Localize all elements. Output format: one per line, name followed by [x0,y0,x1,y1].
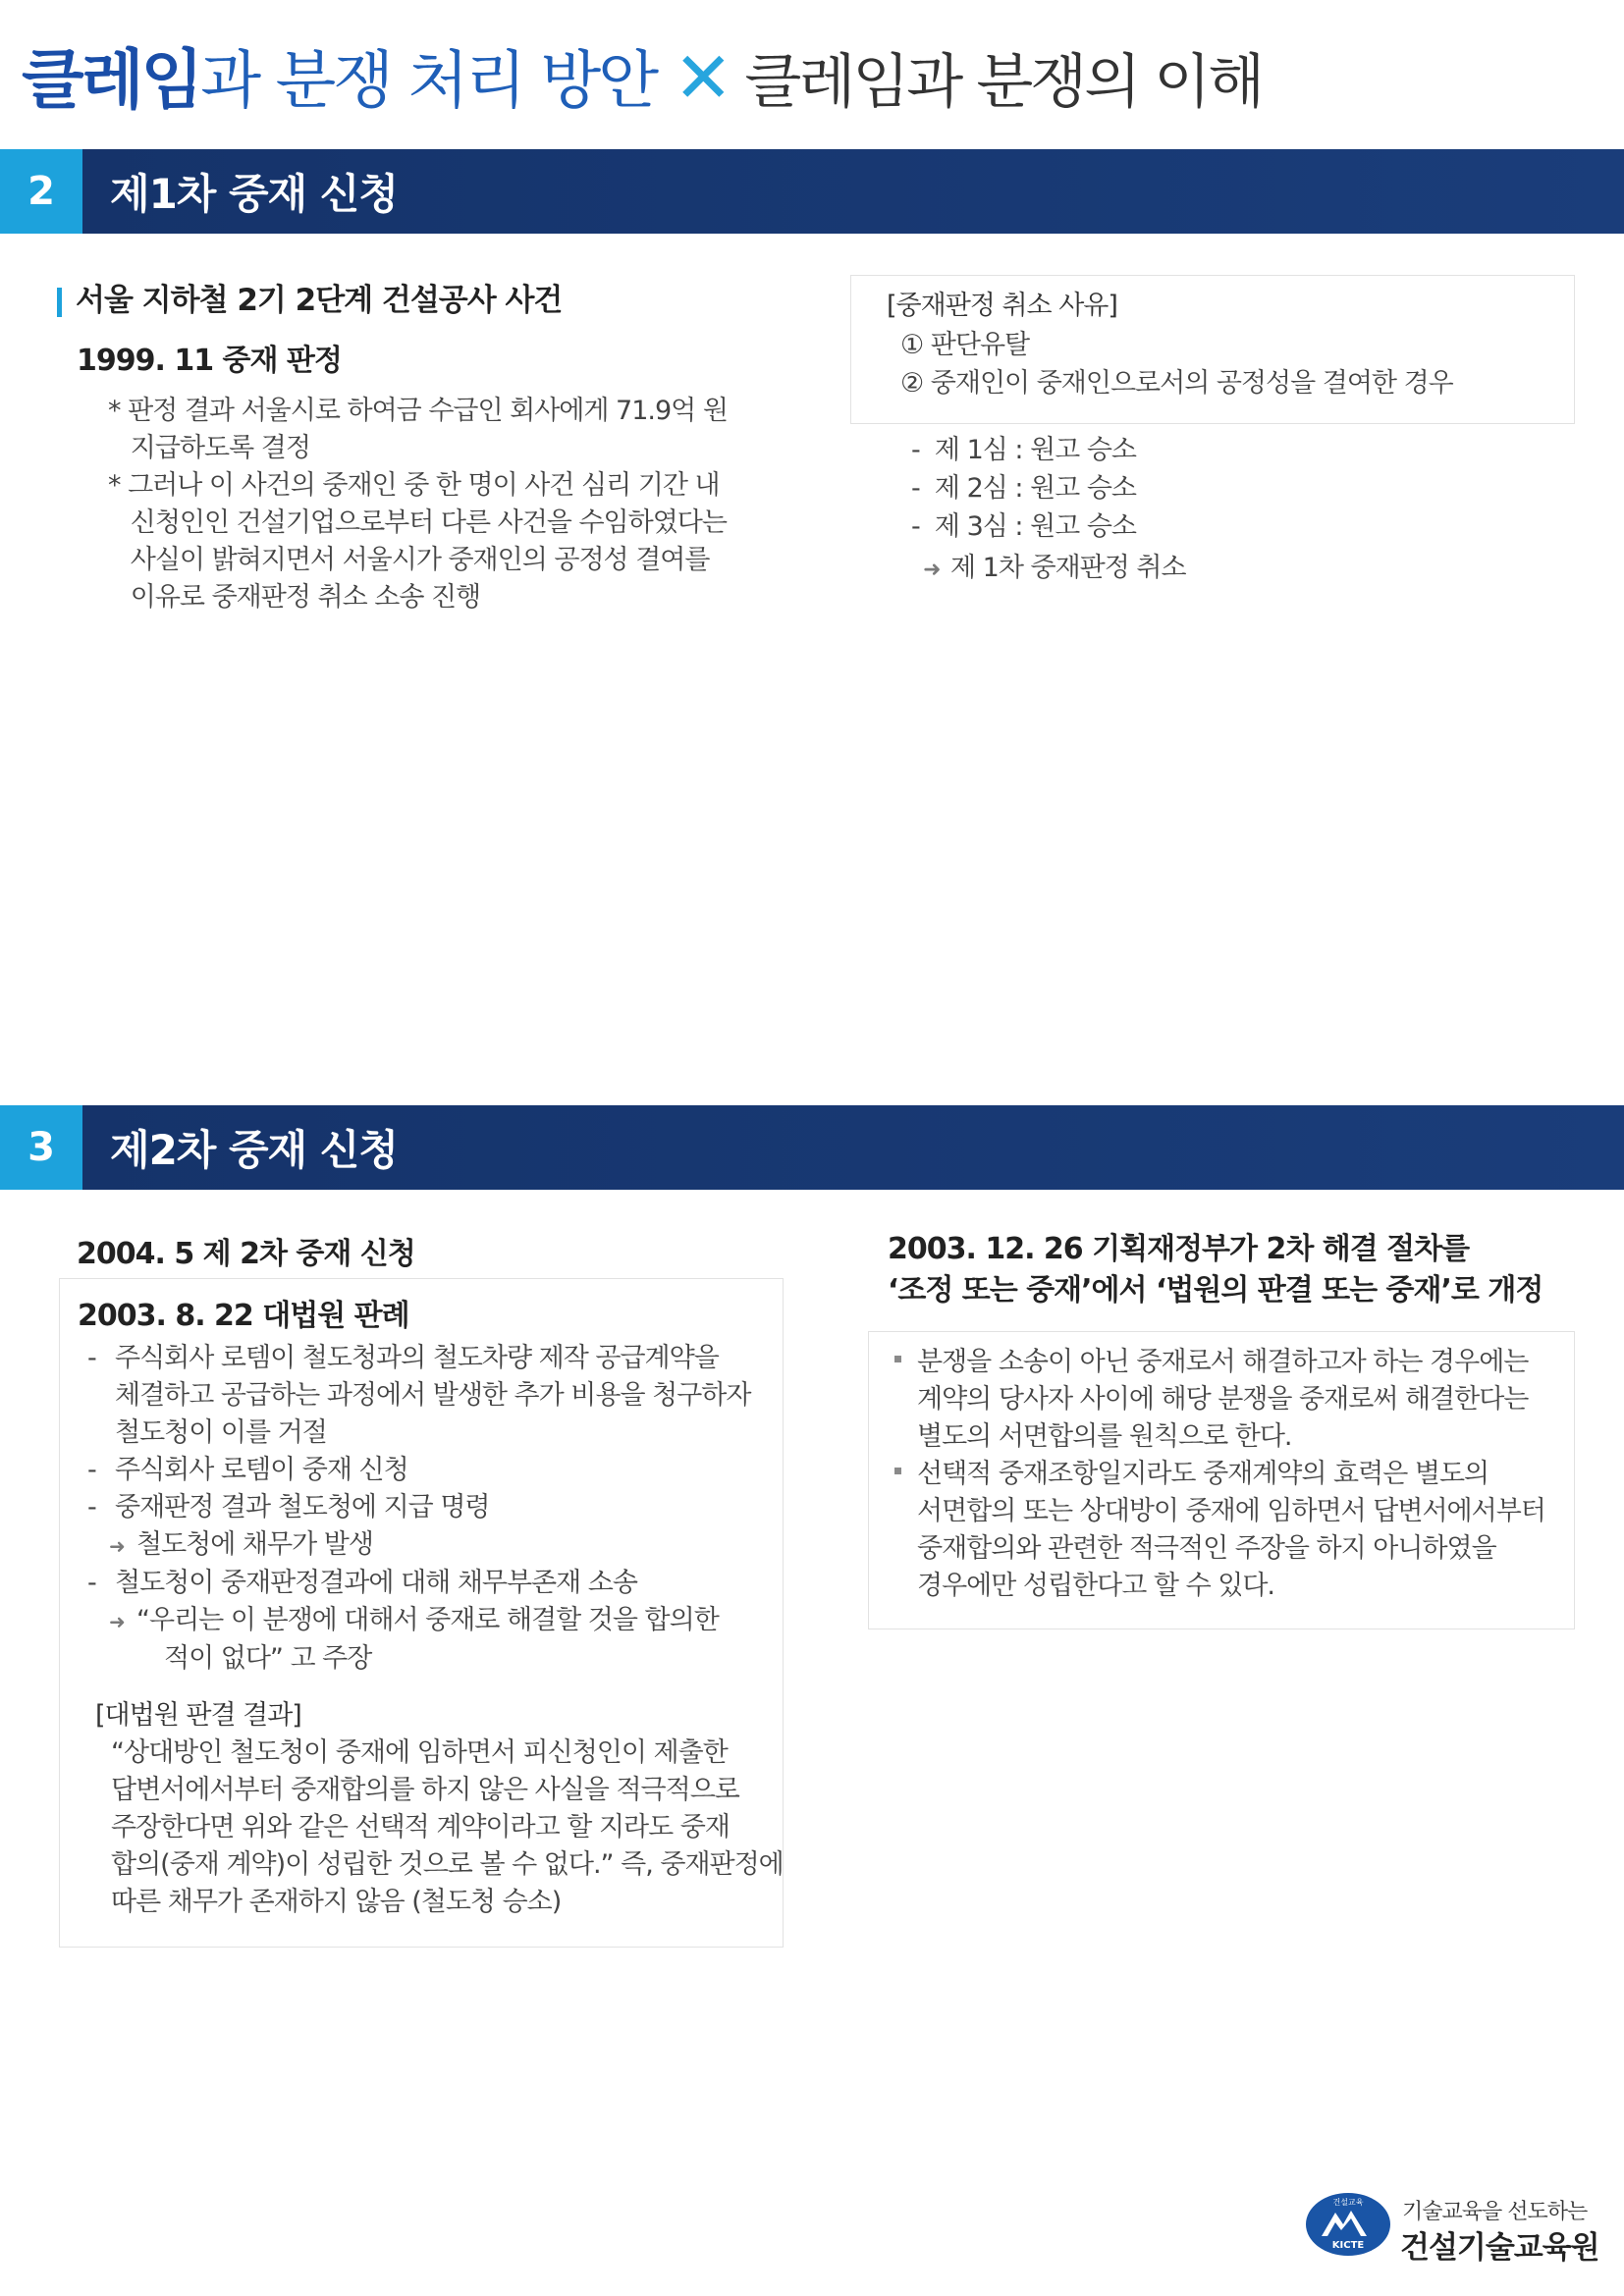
court-result-line: “상대방인 철도청이 중재에 임하면서 피신청인이 제출한 [111,1737,728,1768]
supreme-line [87,1489,750,1526]
ruling-bullet-line: 이유로 중재판정 취소 소송 진행 [108,582,481,613]
revision-lines [894,1344,1545,1605]
revision-line [894,1568,1545,1605]
accent-bar [57,288,62,317]
supreme-line [87,1602,750,1640]
trial-result: ➜ 제 1차 중재판정 취소 [923,550,1186,589]
dash-marker: - [87,1455,96,1485]
court-result-line: 합의(중재 계약)이 성립한 것으로 볼 수 없다.” 즉, 중재판정에 [111,1849,784,1880]
section-2-bar [0,149,1624,234]
logo-name: 건설기술교육원 [1400,2230,1599,2266]
section-3-number: 3 [0,1105,82,1190]
supreme-line-text: 적이 없다” 고 주장 [164,1643,372,1674]
dash-marker: - [87,1343,96,1373]
supreme-court-box [59,1278,784,1948]
reasons-heading: [중재판정 취소 사유] [887,291,1117,321]
supreme-line-text: 주식회사 로템이 철도청과의 철도차량 제작 공급계약을 [115,1343,719,1373]
revision-line-text: 경우에만 성립한다고 할 수 있다. [917,1571,1274,1601]
supreme-line [87,1377,750,1415]
title-right: 클레임과 분쟁의 이해 [744,48,1263,117]
revision-line [894,1418,1545,1456]
ruling-bullet-line: 신청인인 건설기업으로부터 다른 사건을 수임하였다는 [108,507,727,538]
revision-line-text: 별도의 서면합의를 원칙으로 한다. [917,1421,1292,1452]
supreme-line-text: “우리는 이 분쟁에 대해서 중재로 해결할 것을 합의한 [136,1605,719,1635]
trial-item: - 제 1심 : 원고 승소 [911,435,1137,465]
revision-line [894,1381,1545,1418]
supreme-line-text: 주식회사 로템이 중재 신청 [115,1455,408,1485]
ruling-bullet-line: * 판정 결과 서울시로 하여금 수급인 회사에게 71.9억 원 [108,396,728,426]
revision-line [894,1530,1545,1568]
arrow-right-icon: ➜ [109,1534,125,1558]
court-result-line: 답변서에서부터 중재합의를 하지 않은 사실을 적극적으로 [111,1775,739,1805]
section-2-number: 2 [0,149,82,234]
revision-line-text: 분쟁을 소송이 아닌 중재로서 해결하고자 하는 경우에는 [917,1347,1529,1377]
section-3-bar [0,1105,1624,1190]
arrow-right-icon: ➜ [923,558,941,582]
reason-item: ② 중재인이 중재인으로서의 공정성을 결여한 경우 [900,368,1453,399]
court-result-lines [111,1735,784,1921]
arrow-right-icon: ➜ [109,1610,125,1633]
supreme-line [87,1452,750,1489]
right-heading: 2003. 12. 26 기획재정부가 2차 해결 절차를 ‘조정 또는 중재’에서 ‘법원의 판결 또는 중재’로 개정 [888,1232,1543,1308]
supreme-line-text: 철도청이 중재판정결과에 대해 채무부존재 소송 [115,1568,637,1598]
supreme-line-text: 철도청이 이를 거절 [115,1417,327,1448]
ruling-bullet-line: * 그러나 이 사건의 중재인 중 한 명이 사건 심리 기간 내 [108,470,720,501]
revision-line-text: 서면합의 또는 상대방이 중재에 임하면서 답변서에서부터 [917,1496,1545,1526]
ruling-bullet-line: 지급하도록 결정 [108,433,310,463]
ruling-heading: 1999. 11 중재 판정 [77,344,342,378]
ruling-bullets [108,393,728,616]
dash-marker: - [87,1568,96,1598]
dash-marker: - [87,1492,96,1522]
ruling-bullet-line: 사실이 밝혀지면서 서울시가 중재인의 공정성 결여를 [108,545,710,575]
left-heading: 2004. 5 제 2차 중재 신청 [77,1237,415,1271]
title-light: 과 분쟁 처리 방안 [200,45,657,118]
revision-line [894,1456,1545,1493]
square-bullet-icon [894,1356,901,1362]
supreme-line [87,1415,750,1452]
logo-mark-text: KICTE [1331,2240,1365,2251]
section-3-title: 제2차 중재 신청 [82,1105,1624,1190]
supreme-line [87,1340,750,1377]
supreme-heading: 2003. 8. 22 대법원 판례 [78,1299,409,1333]
revision-line-text: 선택적 중재조항일지라도 중재계약의 효력은 별도의 [917,1459,1489,1489]
separator-x-icon: ✕ [674,36,733,119]
case-title: 서울 지하철 2기 2단계 건설공사 사건 [57,275,562,319]
logo-emblem [1306,2193,1390,2256]
page-title [22,27,1262,122]
supreme-line-text: 체결하고 공급하는 과정에서 발생한 추가 비용을 청구하자 [115,1380,751,1411]
supreme-line [87,1640,750,1678]
trial-item: - 제 2심 : 원고 승소 [911,473,1137,504]
revision-box [868,1331,1575,1629]
revision-line-text: 중재합의와 관련한 적극적인 주장을 하지 아니하였을 [917,1533,1496,1564]
org-logo [1306,2185,1599,2266]
supreme-lines [87,1340,750,1678]
revision-line [894,1344,1545,1381]
supreme-line [87,1526,750,1565]
revision-line [894,1493,1545,1530]
supreme-line [87,1565,750,1602]
revision-line-text: 계약의 당사자 사이에 해당 분쟁을 중재로써 해결한다는 [917,1384,1529,1415]
reason-item: ① 판단유탈 [900,330,1030,360]
logo-tagline: 기술교육을 선도하는 [1402,2200,1588,2224]
supreme-line-text: 철도청에 채무가 발생 [136,1529,373,1560]
logo-arc-text: 건설교육 [1332,2198,1364,2207]
reasons-box [850,275,1575,424]
court-result-line: 따른 채무가 존재하지 않음 (철도청 승소) [111,1887,562,1917]
trial-item: - 제 3심 : 원고 승소 [911,511,1137,542]
section-2-title: 제1차 중재 신청 [82,149,1624,234]
supreme-line-text: 중재판정 결과 철도청에 지급 명령 [115,1492,490,1522]
square-bullet-icon [894,1468,901,1474]
title-strong: 클레임 [22,42,201,118]
court-result-line: 주장한다면 위와 같은 선택적 계약이라고 할 지라도 중재 [111,1812,730,1842]
court-result-heading: [대법원 판결 결과] [95,1700,301,1731]
